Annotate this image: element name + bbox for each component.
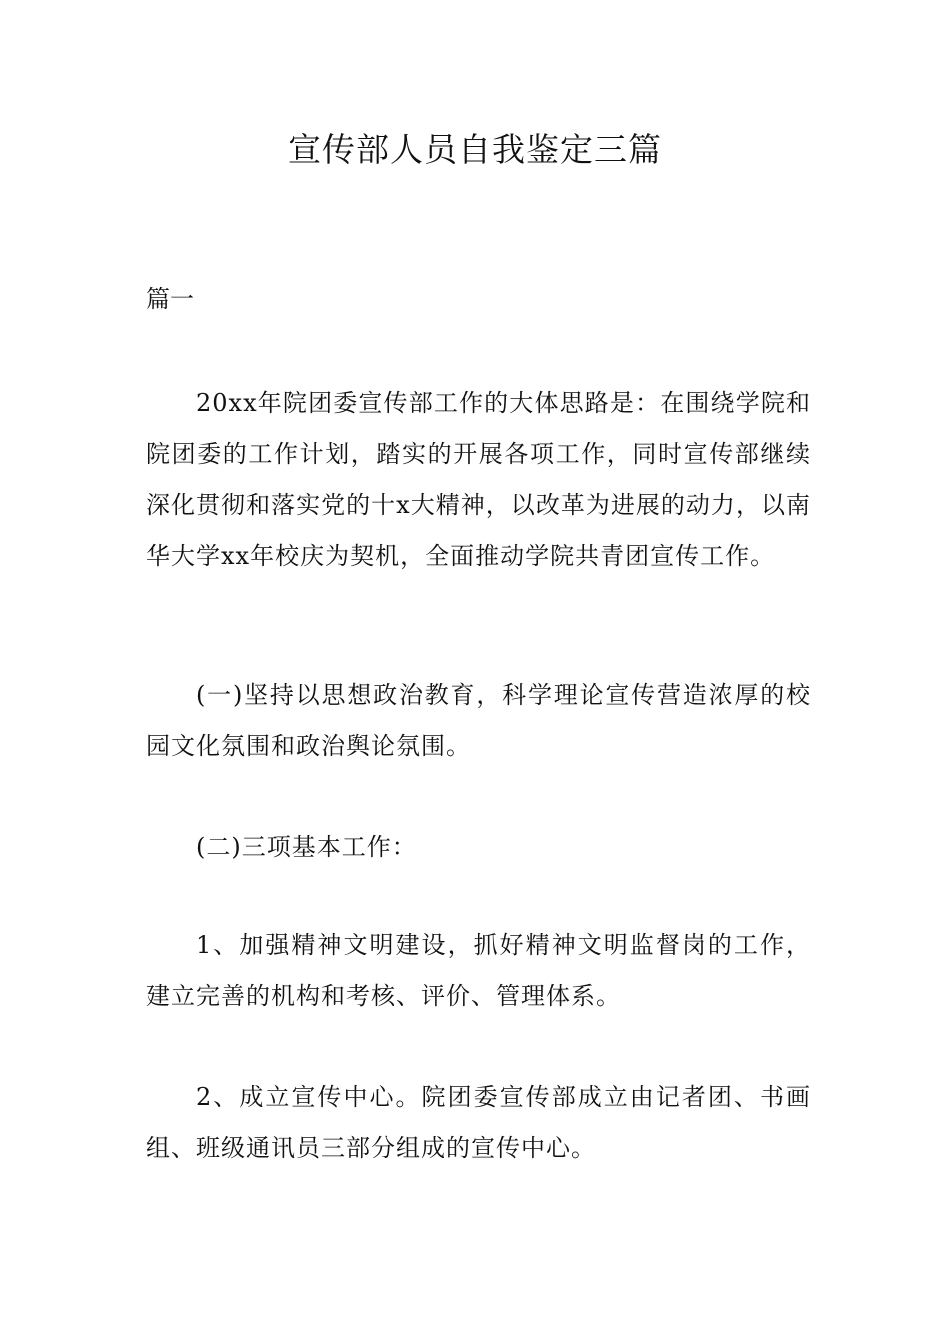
paragraph-civilization-building: 1、加强精神文明建设，抓好精神文明监督岗的工作，建立完善的机构和考核、评价、管理体系。 <box>146 931 811 1010</box>
document-title: 宣传部人员自我鉴定三篇 <box>288 130 662 169</box>
paragraph-work-overview: 20xx年院团委宣传部工作的大体思路是：在围绕学院和院团委的工作计划，踏实的开展各项工作，同时宣传部继续深化贯彻和落实党的十x大精神，以改革为进展的动力，以南华大学xx年校庆为契机，全面推动学院共青团宣传工作。 <box>146 389 811 570</box>
paragraph-basic-work-heading: (二)三项基本工作： <box>196 833 417 861</box>
paragraph-political-education: (一)坚持以思想政治教育，科学理论宣传营造浓厚的校园文化氛围和政治舆论氛围。 <box>146 681 811 760</box>
section-label: 篇一 <box>146 285 194 313</box>
paragraph-publicity-center: 2、成立宣传中心。院团委宣传部成立由记者团、书画组、班级通讯员三部分组成的宣传中心。 <box>146 1083 811 1162</box>
